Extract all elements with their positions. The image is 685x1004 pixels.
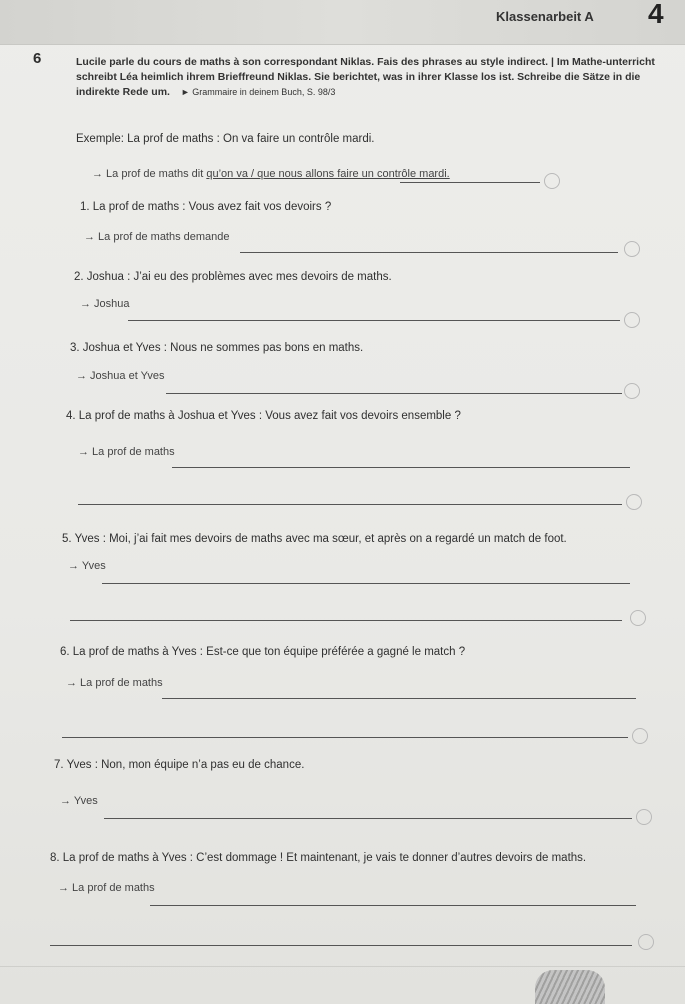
header-title: Klassenarbeit A: [496, 9, 594, 24]
score-circle: [636, 809, 652, 825]
score-circle: [626, 494, 642, 510]
question-4-prompt: 4. La prof de maths à Joshua et Yves : Vous avez fait vos devoirs ensemble ?: [66, 410, 461, 422]
question-7-answer-line[interactable]: [104, 818, 632, 819]
question-8-prompt: 8. La prof de maths à Yves : C’est dommage ! Et maintenant, je vais te donner d’autres devoirs de maths.: [50, 852, 587, 864]
question-2-answer-label: → Joshua: [80, 298, 130, 310]
question-4-answer-label: → La prof de maths: [78, 446, 175, 458]
header-number: 4: [648, 0, 664, 29]
example-answer-prefix: → La prof de maths dit: [92, 168, 207, 180]
score-circle: [632, 728, 648, 744]
task-instructions: [76, 55, 656, 100]
question-1-answer-label: → La prof de maths demande: [84, 231, 230, 243]
question-2-answer-line[interactable]: [128, 320, 620, 321]
question-8-answer-line-2[interactable]: [50, 945, 632, 946]
question-5-answer-line-2[interactable]: [70, 620, 622, 621]
score-circle: [624, 241, 640, 257]
question-5-answer-label: → Yves: [68, 560, 106, 572]
question-5-prompt: 5. Yves : Moi, j’ai fait mes devoirs de maths avec ma sœur, et après on a regardé un match de foot.: [62, 533, 567, 545]
question-8-answer-label: → La prof de maths: [58, 882, 155, 894]
question-3-answer-line[interactable]: [166, 393, 622, 394]
question-3-answer-label: → Joshua et Yves: [76, 370, 165, 382]
task-number: 6: [33, 50, 42, 67]
score-circle: [630, 610, 646, 626]
question-3-prompt: 3. Joshua et Yves : Nous ne sommes pas bons en maths.: [70, 342, 364, 354]
question-6-answer-label: → La prof de maths: [66, 677, 163, 689]
grammar-reference: ► Grammaire in deinem Buch, S. 98/3: [180, 87, 336, 97]
page-divider: [0, 966, 685, 967]
question-6-answer-line-2[interactable]: [62, 737, 628, 738]
sticker-decoration: [535, 970, 605, 1004]
question-7-answer-label: → Yves: [60, 795, 98, 807]
score-circle: [638, 934, 654, 950]
question-6-prompt: 6. La prof de maths à Yves : Est-ce que ton équipe préférée a gagné le match ?: [60, 646, 466, 658]
question-1-prompt: 1. La prof de maths : Vous avez fait vos devoirs ?: [80, 201, 332, 213]
question-8-answer-line-1[interactable]: [150, 905, 636, 906]
score-circle: [544, 173, 560, 189]
question-4-answer-line-1[interactable]: [172, 467, 630, 468]
question-6-answer-line-1[interactable]: [162, 698, 636, 699]
question-7-prompt: 7. Yves : Non, mon équipe n’a pas eu de chance.: [54, 759, 305, 771]
question-2-prompt: 2. Joshua : J’ai eu des problèmes avec mes devoirs de maths.: [74, 271, 392, 283]
question-1-answer-line[interactable]: [240, 252, 618, 253]
example-answer-text: qu’on va / que nous allons faire un contrôle mardi.: [206, 168, 450, 180]
score-circle: [624, 383, 640, 399]
example-answer: [92, 168, 450, 180]
example-prompt: Exemple: La prof de maths : On va faire un contrôle mardi.: [76, 133, 375, 145]
example-answer-line: [400, 182, 540, 183]
question-5-answer-line-1[interactable]: [102, 583, 630, 584]
question-4-answer-line-2[interactable]: [78, 504, 622, 505]
score-circle: [624, 312, 640, 328]
instructions-text: Lucile parle du cours de maths à son correspondant Niklas. Fais des phrases au style indirect. | Im Mathe-unterricht schreibt Léa heimlich ihrem Brieffreund Niklas. Sie berichtet, was in ihrer Klasse los ist. Schreibe die Sätze in die indirekte Rede um.: [76, 56, 655, 98]
